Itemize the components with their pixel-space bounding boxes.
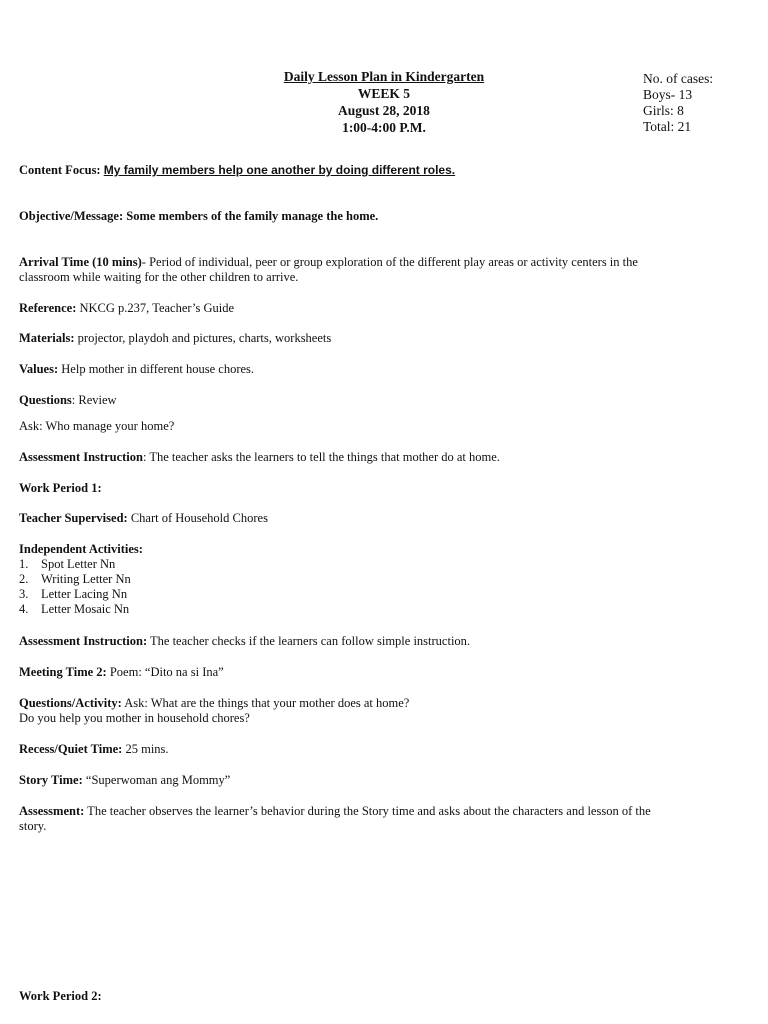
recess <box>19 742 748 757</box>
assessment-3-text: The teacher observes the learner’s behavior during the Story time and asks about the characters and lesson of the <box>84 804 651 818</box>
materials-text: projector, playdoh and pictures, charts, worksheets <box>74 331 332 345</box>
independent-activities-label: Independent Activities: <box>19 542 143 556</box>
arrival-text: - Period of individual, peer or group exploration of the different play areas or activity centers in the <box>141 255 638 269</box>
independent-activities <box>19 542 748 617</box>
assessment-3-label: Assessment: <box>19 804 85 818</box>
list-item: 4. Letter Mosaic Nn <box>19 602 130 616</box>
boys-count: Boys- 13 <box>643 87 693 102</box>
assessment-1-label: Assessment Instruction <box>19 450 143 464</box>
activity-list <box>19 557 748 617</box>
content-focus-label: Content Focus: <box>19 163 101 177</box>
document-title: Daily Lesson Plan in Kindergarten <box>283 69 485 84</box>
assessment-2-label: Assessment Instruction: <box>19 634 148 648</box>
arrival-time <box>19 255 748 285</box>
questions-activity <box>19 696 748 726</box>
lesson-time: 1:00-4:00 P.M. <box>342 120 426 135</box>
questions <box>19 393 748 408</box>
assessment-3 <box>19 804 748 834</box>
questions-label: Questions <box>19 393 72 407</box>
values <box>19 362 748 377</box>
reference <box>19 301 748 316</box>
list-item: 1. Spot Letter Nn <box>19 557 116 571</box>
recess-text: 25 mins. <box>122 742 169 756</box>
meeting-time-text: Poem: “Dito na si Ina” <box>106 665 224 679</box>
content-focus-text: My family members help one another by doing different roles. <box>103 163 456 177</box>
week-label: WEEK 5 <box>357 86 411 101</box>
reference-text: NKCG p.237, Teacher’s Guide <box>76 301 235 315</box>
lesson-date: August 28, 2018 <box>338 103 430 118</box>
meeting-time <box>19 665 748 680</box>
list-item: 2. Writing Letter Nn <box>19 572 131 586</box>
objective-text: : Some members of the family manage the home. <box>118 209 379 223</box>
total-count: Total: 21 <box>643 119 692 134</box>
work-period-1: Work Period 1: <box>19 481 102 495</box>
teacher-supervised-label: Teacher Supervised: <box>19 511 128 525</box>
teacher-supervised <box>19 511 748 526</box>
questions-activity-label: Questions/Activity: <box>19 696 122 710</box>
objective <box>19 209 748 224</box>
reference-label: Reference: <box>19 301 77 315</box>
materials-label: Materials: <box>19 331 75 345</box>
assessment-3-line2: story. <box>19 819 47 833</box>
assessment-instruction-1 <box>19 450 748 465</box>
ask-line: Ask: Who manage your home? <box>19 419 175 433</box>
materials <box>19 331 748 346</box>
arrival-label: Arrival Time (10 mins) <box>19 255 142 269</box>
content-focus <box>19 163 748 178</box>
list-item: 3. Letter Lacing Nn <box>19 587 128 601</box>
story-time-text: “Superwoman ang Mommy” <box>82 773 231 787</box>
assessment-1-text: : The teacher asks the learners to tell the things that mother do at home. <box>142 450 500 464</box>
cases-summary <box>643 71 713 135</box>
values-text: Help mother in different house chores. <box>58 362 255 376</box>
story-time <box>19 773 748 788</box>
arrival-text-continued: classroom while waiting for the other children to arrive. <box>19 270 299 284</box>
questions-activity-line2: Do you help you mother in household chores? <box>19 711 250 725</box>
document-header <box>250 68 518 136</box>
assessment-2-text: The teacher checks if the learners can follow simple instruction. <box>147 634 471 648</box>
cases-label: No. of cases: <box>643 71 714 86</box>
work-period-2: Work Period 2: <box>19 989 102 1003</box>
story-time-label: Story Time: <box>19 773 83 787</box>
teacher-supervised-text: Chart of Household Chores <box>127 511 268 525</box>
meeting-time-label: Meeting Time 2: <box>19 665 107 679</box>
values-label: Values: <box>19 362 59 376</box>
objective-label: Objective/Message <box>19 209 119 223</box>
recess-label: Recess/Quiet Time: <box>19 742 123 756</box>
questions-activity-text: Ask: What are the things that your mother does at home? <box>121 696 410 710</box>
questions-text: : Review <box>71 393 117 407</box>
girls-count: Girls: 8 <box>643 103 684 118</box>
assessment-instruction-2 <box>19 634 748 649</box>
